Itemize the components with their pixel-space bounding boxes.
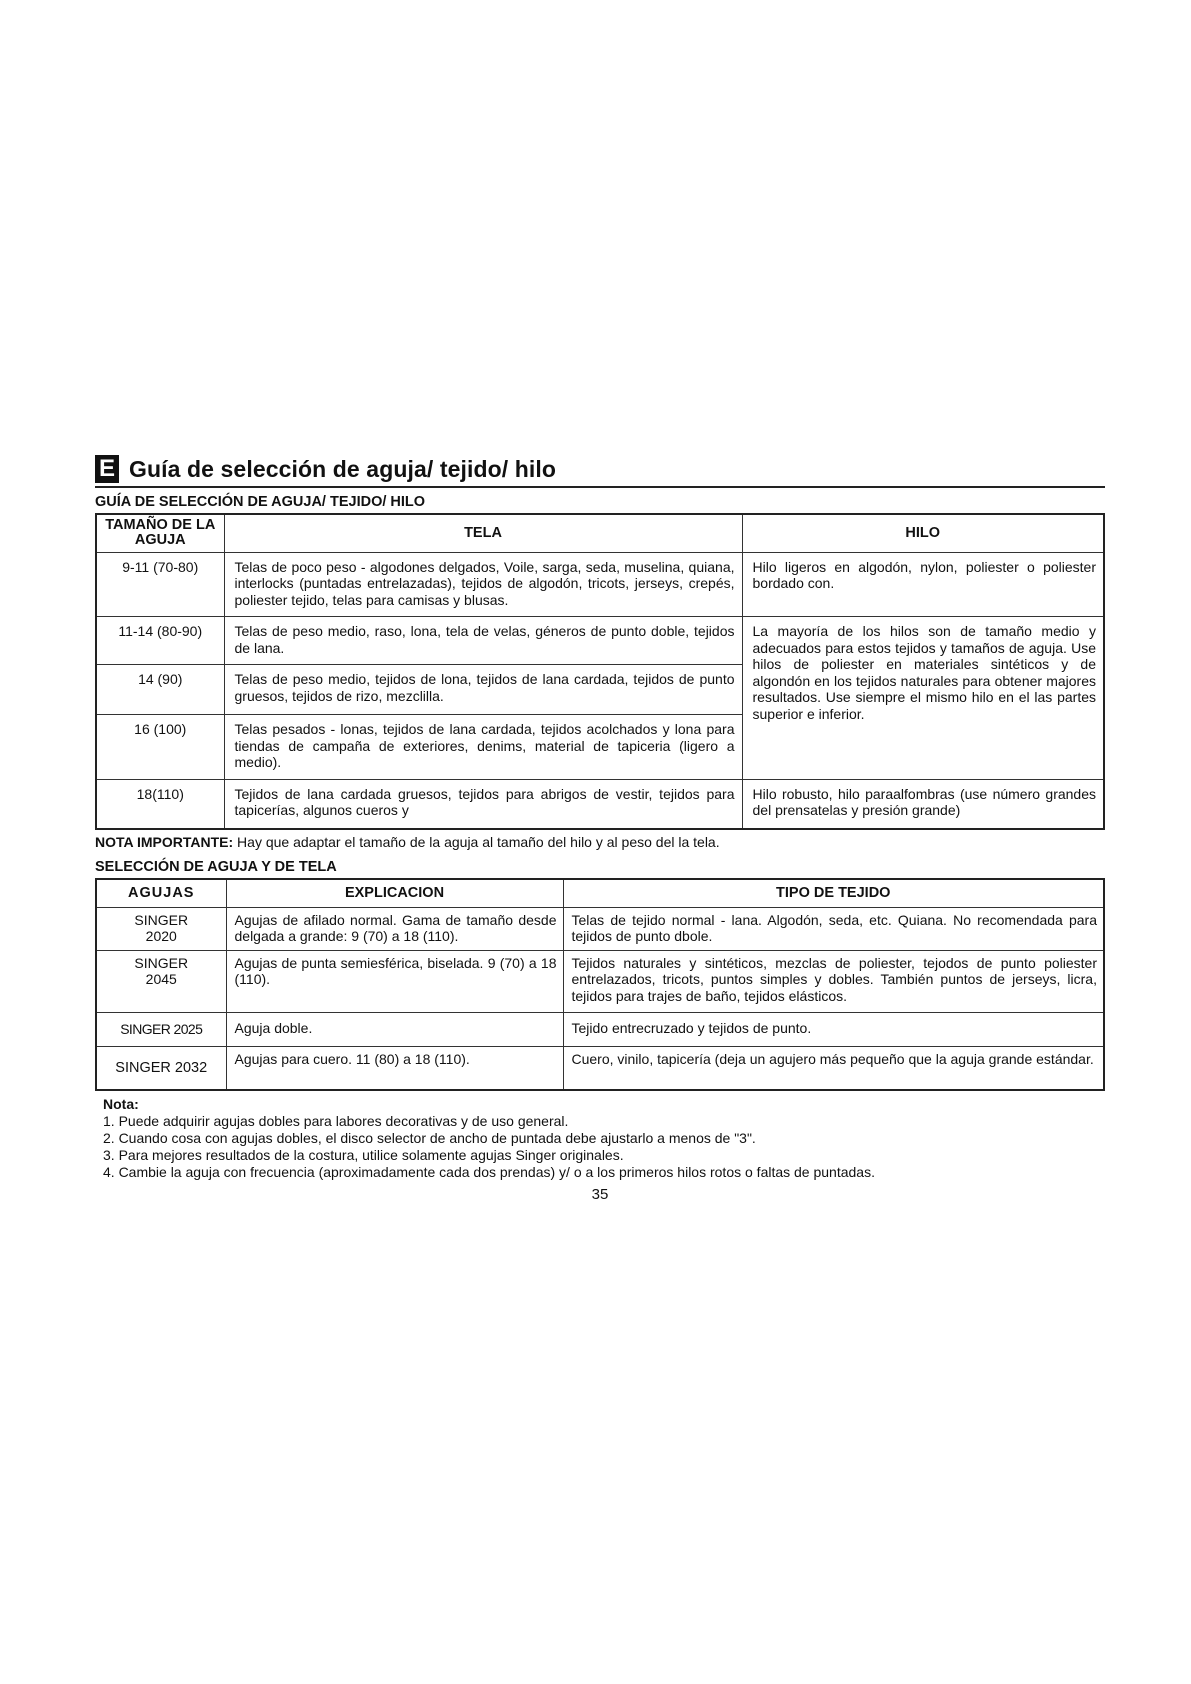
tela-cell: Telas de peso medio, raso, lona, tela de velas, géneros de punto doble, tejidos de lana. [224, 617, 742, 665]
section-letter-badge: E [95, 455, 119, 483]
table-row [96, 617, 1104, 665]
needle-cell: SINGER 2045 [96, 950, 226, 1012]
needle-cell: SINGER 2020 [96, 907, 226, 950]
hilo-cell: La mayoría de los hilos son de tamaño medio y adecuados para estos tejidos y tamaños de aguja. Use hilos de poliester en materiales sintéticos y de algondón en los tejidos naturales para obtener majores resultados. Use siempre el mismo hilo en el las partes superior e inferior. [742, 617, 1104, 780]
note-item: 2. Cuando cosa con agujas dobles, el disco selector de ancho de puntada debe ajustarlo a menos de "3". [103, 1130, 756, 1146]
note-item: 3. Para mejores resultados de la costura, utilice solamente agujas Singer originales. [103, 1147, 624, 1163]
size-cell: 9-11 (70-80) [96, 552, 224, 617]
column-header-agujas: AGUJAS [96, 879, 226, 907]
tela-cell: Telas pesados - lonas, tejidos de lana cardada, tejidos acolchados y lona para tiendas de campaña de exteriores, denims, material de tapiceria (ligero a medio). [224, 715, 742, 780]
tipo-cell: Tejidos naturales y sintéticos, mezclas de poliester, tejodos de punto poliester entrelazados, tricots, puntos simples y dobles. También puntos de jerseys, licra, tejidos para trajes de baño, tejidos elásticos. [563, 950, 1104, 1012]
page-number: 35 [591, 1186, 609, 1203]
needles-heading: SELECCIÓN DE AGUJA Y DE TELA [95, 859, 337, 875]
column-header-tela: TELA [224, 514, 742, 552]
hilo-cell: Hilo robusto, hilo paraalfombras (use número grandes del prensatelas y presión grande) [742, 779, 1104, 829]
column-header-explicacion: EXPLICACION [226, 879, 563, 907]
table-row [96, 907, 1104, 950]
table-row [96, 950, 1104, 1012]
tela-cell: Telas de peso medio, tejidos de lona, tejidos de lana cardada, tejidos de punto gruesos, tejidos de rizo, mezclilla. [224, 665, 742, 715]
section-header [95, 455, 1105, 488]
notes-block [95, 1096, 1105, 1181]
table-row [96, 552, 1104, 617]
size-cell: 18(110) [96, 779, 224, 829]
tipo-cell: Telas de tejido normal - lana. Algodón, seda, etc. Quiana. No recomendada para tejidos de punto dbole. [563, 907, 1104, 950]
tipo-cell: Tejido entrecruzado y tejidos de punto. [563, 1012, 1104, 1046]
needle-fabric-thread-table [95, 513, 1105, 830]
notes-title: Nota: [103, 1096, 139, 1112]
needle-cell: SINGER 2032 [96, 1046, 226, 1090]
section-title: Guía de selección de aguja/ tejido/ hilo [129, 455, 557, 482]
size-cell: 16 (100) [96, 715, 224, 780]
note-item: 4. Cambie la aguja con frecuencia (aproximadamente cada dos prendas) y/ o a los primeros hilos rotos o faltas de puntadas. [103, 1164, 875, 1180]
size-cell: 14 (90) [96, 665, 224, 715]
tipo-cell: Cuero, vinilo, tapicería (deja un agujero más pequeño que la aguja grande estándar. [563, 1046, 1104, 1090]
table-row [96, 779, 1104, 829]
tela-cell: Telas de poco peso - algodones delgados, Voile, sarga, seda, muselina, quiana, interlocks (puntadas entrelazadas), tejidos de algodón, tricots, jerseys, crepés, poliester tejido, telas para camisas y blusas. [224, 552, 742, 617]
note-item: 1. Puede adquirir agujas dobles para labores decorativas y de uso general. [103, 1113, 569, 1129]
size-cell: 11-14 (80-90) [96, 617, 224, 665]
explicacion-cell: Agujas para cuero. 11 (80) a 18 (110). [226, 1046, 563, 1090]
needle-selection-table [95, 878, 1105, 1091]
tela-cell: Tejidos de lana cardada gruesos, tejidos para abrigos de vestir, tejidos para tapicerías, algunos cueros y [224, 779, 742, 829]
explicacion-cell: Agujas de afilado normal. Gama de tamaño desde delgada a grande: 9 (70) a 18 (110). [226, 907, 563, 950]
needle-cell: SINGER 2025 [96, 1012, 226, 1046]
table-row [96, 1012, 1104, 1046]
explicacion-cell: Aguja doble. [226, 1012, 563, 1046]
column-header-size: TAMAÑO DE LA AGUJA [96, 514, 224, 552]
important-note-text: Hay que adaptar el tamaño de la aguja al tamaño del hilo y al peso del la tela. [233, 834, 720, 850]
column-header-tipo: TIPO DE TEJIDO [563, 879, 1104, 907]
table-row [96, 1046, 1104, 1090]
important-note [95, 834, 1105, 850]
explicacion-cell: Agujas de punta semiesférica, biselada. 9 (70) a 18 (110). [226, 950, 563, 1012]
important-note-label: NOTA IMPORTANTE: [95, 834, 234, 850]
guide-heading: GUÍA DE SELECCIÓN DE AGUJA/ TEJIDO/ HILO [95, 494, 426, 510]
column-header-hilo: HILO [742, 514, 1104, 552]
hilo-cell: Hilo ligeros en algodón, nylon, poliester o poliester bordado con. [742, 552, 1104, 617]
page-content [95, 455, 1105, 1203]
